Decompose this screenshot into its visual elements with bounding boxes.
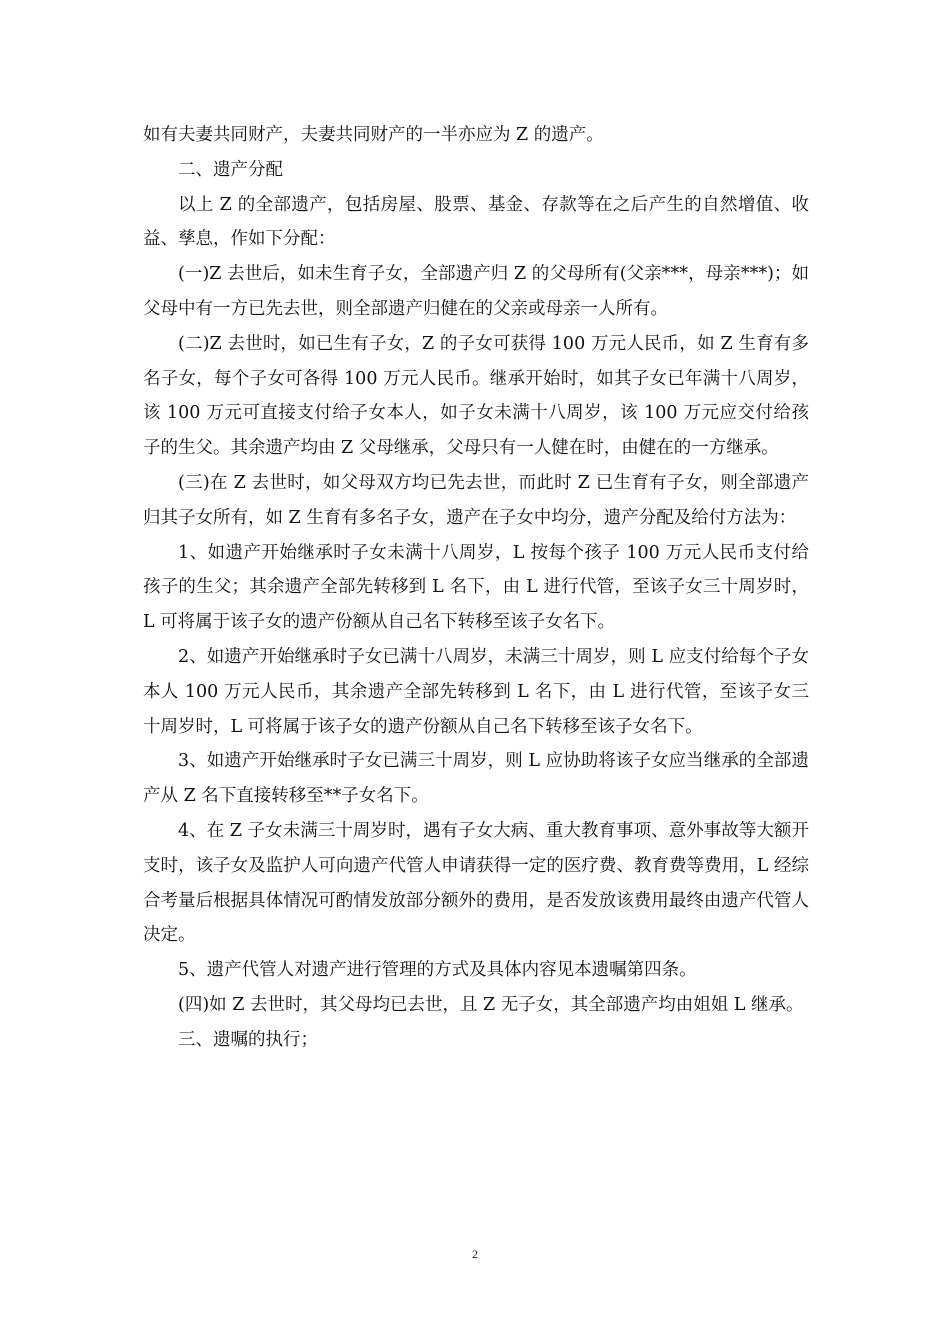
- paragraph: (二)Z 去世时，如已生有子女，Z 的子女可获得 100 万元人民币，如 Z 生育有多名子女，每个子女可各得 100 万元人民币。继承开始时，如其子女已年满十八周岁，该 100 万元可直接支付给子女本人，如子女未满十八周岁，该 100 万元应交付给孩子的生父。其余遗产均由 Z 父母继承，父母只有一人健在时，由健在的一方继承。: [143, 333, 809, 459]
- paragraph: (四)如 Z 去世时，其父母均已去世，且 Z 无子女，其全部遗产均由姐姐 L 继承。: [178, 994, 804, 1015]
- list-item: 2、如遗产开始继承时子女已满十八周岁，未满三十周岁，则 L 应支付给每个子女本人 100 万元人民币，其余遗产全部先转移到 L 名下，由 L 进行代管，至该子女三十周岁时，L 可将属于该子女的遗产份额从自己名下转移至该子女名下。: [143, 646, 809, 737]
- page-number: 2: [472, 1247, 478, 1261]
- paragraph: (一)Z 去世后，如未生育子女，全部遗产归 Z 的父母所有(父亲***，母亲***)；如父母中有一方已先去世，则全部遗产归健在的父亲或母亲一人所有。: [143, 264, 809, 319]
- paragraph: 如有夫妻共同财产，夫妻共同财产的一半亦应为 Z 的遗产。: [143, 125, 604, 145]
- section-heading: 二、遗产分配: [178, 159, 283, 180]
- document-body: [143, 118, 809, 1058]
- paragraph: 以上 Z 的全部遗产，包括房屋、股票、基金、存款等在之后产生的自然增值、收益、孳息，作如下分配：: [143, 194, 809, 250]
- list-item: 5、遗产代管人对遗产进行管理的方式及具体内容见本遗嘱第四条。: [178, 960, 697, 981]
- list-item: 4、在 Z 子女未满三十周岁时，遇有子女大病、重大教育事项、意外事故等大额开支时，该子女及监护人可向遗产代管人申请获得一定的医疗费、教育费等费用，L 经综合考量后根据具体情况可酌情发放部分额外的费用，是否发放该费用最终由遗产代管人决定。: [143, 820, 809, 946]
- section-heading: 三、遗嘱的执行；: [178, 1029, 318, 1050]
- list-item: 3、如遗产开始继承时子女已满三十周岁，则 L 应协助将该子女应当继承的全部遗产从 Z 名下直接转移至**子女名下。: [143, 751, 809, 807]
- list-item: 1、如遗产开始继承时子女未满十八周岁，L 按每个孩子 100 万元人民币支付给孩子的生父；其余遗产全部先转移到 L 名下，由 L 进行代管，至该子女三十周岁时，L 可将属于该子女的遗产份额从自己名下转移至该子女名下。: [143, 542, 809, 633]
- paragraph: (三)在 Z 去世时，如父母双方均已先去世，而此时 Z 已生育有子女，则全部遗产归其子女所有，如 Z 生育有多名子女，遗产在子女中均分，遗产分配及给付方法为：: [143, 472, 809, 528]
